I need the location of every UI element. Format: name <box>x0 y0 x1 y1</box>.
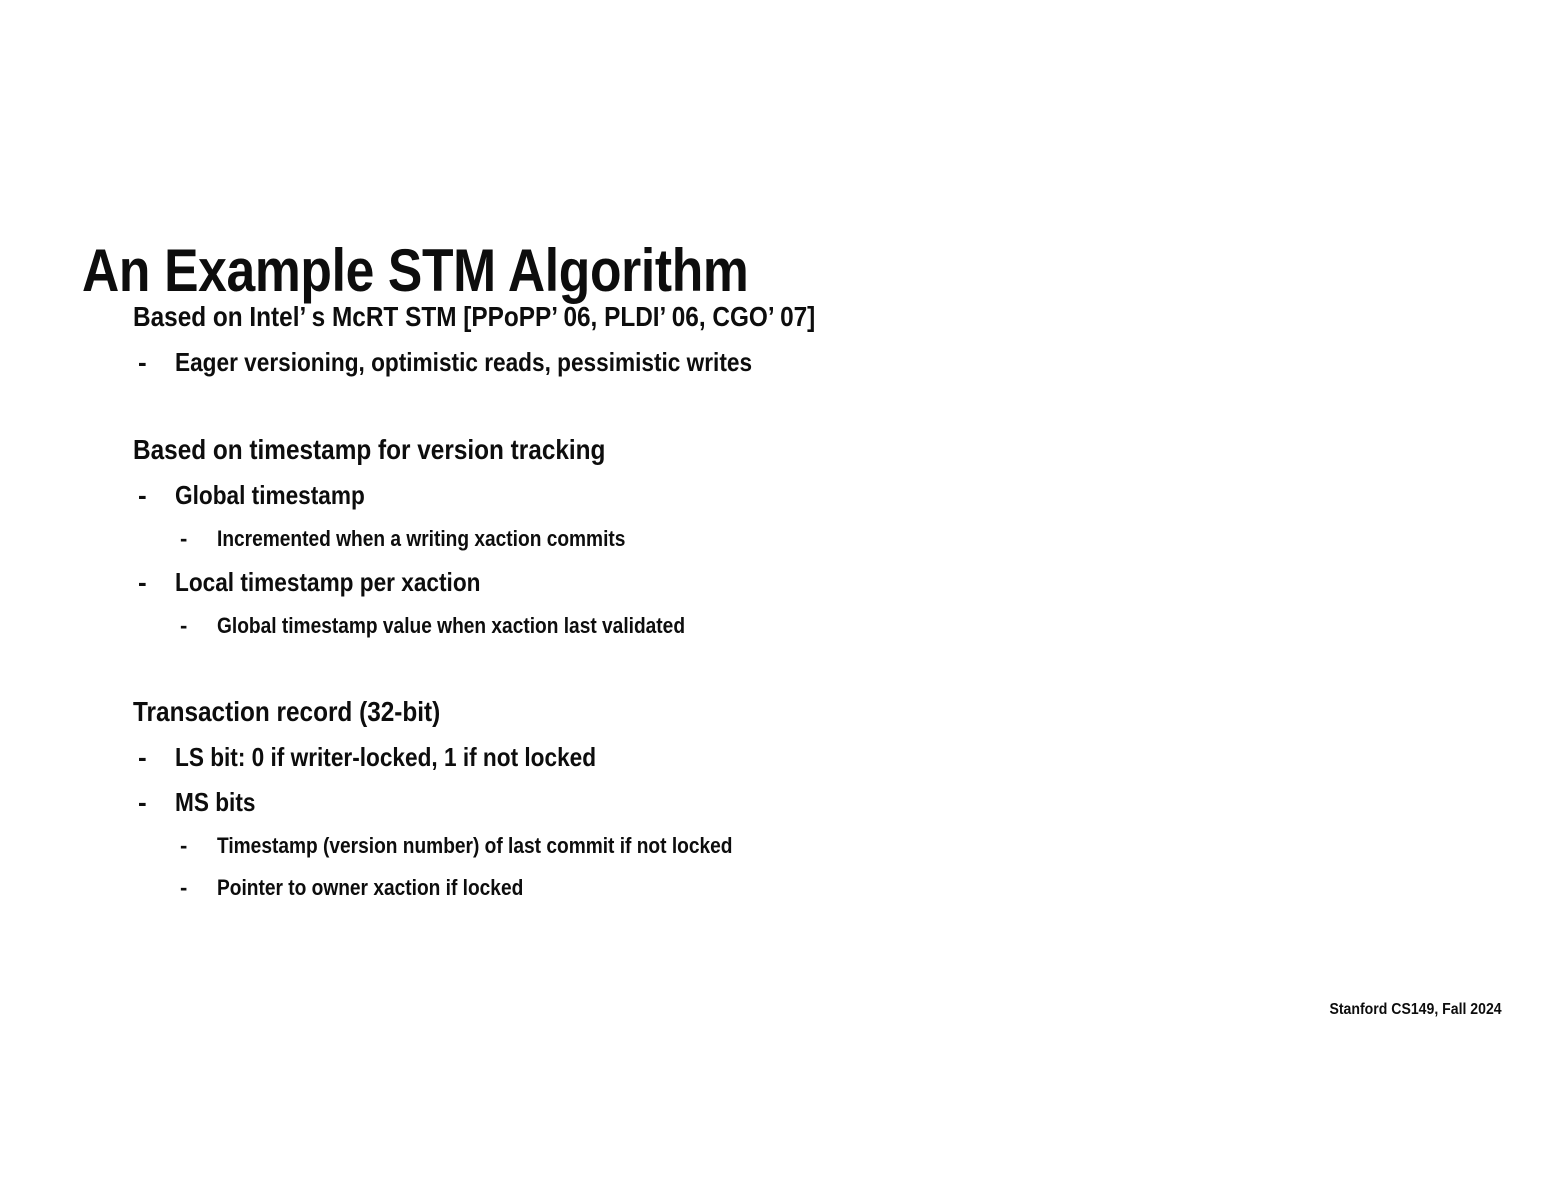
bullet-text: Incremented when a writing xaction commits <box>217 526 626 551</box>
bullet-level0 <box>133 300 1333 345</box>
bullet-level2 <box>180 610 1333 652</box>
bullet-level0 <box>133 433 1333 478</box>
bullet-level1 <box>138 565 1333 610</box>
bullet-dash-icon: - <box>138 480 147 510</box>
bullet-level2 <box>180 523 1333 565</box>
page-title: An Example STM Algorithm <box>82 237 749 305</box>
bullet-text: Pointer to owner xaction if locked <box>217 875 524 900</box>
bullet-dash-icon: - <box>138 347 147 377</box>
bullet-dash-icon: - <box>138 567 147 597</box>
bullet-text: Global timestamp value when xaction last validated <box>217 613 686 638</box>
bullet-level1 <box>138 785 1333 830</box>
bullet-dash-icon: - <box>180 526 188 551</box>
bullet-text: Global timestamp <box>175 480 365 510</box>
bullet-level1 <box>138 478 1333 523</box>
bullet-dash-icon: - <box>138 787 147 817</box>
bullet-level1 <box>138 345 1333 390</box>
bullet-dash-icon: - <box>138 742 147 772</box>
bullet-text: Transaction record (32-bit) <box>133 696 441 727</box>
bullet-text: Local timestamp per xaction <box>175 567 481 597</box>
bullet-dash-icon: - <box>180 613 188 638</box>
bullet-dash-icon: - <box>180 875 188 900</box>
bullet-level1 <box>138 740 1333 785</box>
bullet-text: Based on Intel’ s McRT STM [PPoPP’ 06, PLDI’ 06, CGO’ 07] <box>133 301 816 332</box>
section-spacer <box>133 652 1333 695</box>
section-spacer <box>133 390 1333 433</box>
bullet-text: Based on timestamp for version tracking <box>133 434 606 465</box>
slide-footer: Stanford CS149, Fall 2024 <box>1329 1001 1502 1018</box>
bullet-text: Eager versioning, optimistic reads, pessimistic writes <box>175 347 753 377</box>
bullet-level2 <box>180 872 1333 914</box>
bullet-text: Timestamp (version number) of last commit if not locked <box>217 833 733 858</box>
bullet-text: MS bits <box>175 787 256 817</box>
bullet-level0 <box>133 695 1333 740</box>
slide-body-content <box>133 300 1333 914</box>
bullet-level2 <box>180 830 1333 872</box>
bullet-text: LS bit: 0 if writer-locked, 1 if not locked <box>175 742 597 772</box>
bullet-dash-icon: - <box>180 833 188 858</box>
